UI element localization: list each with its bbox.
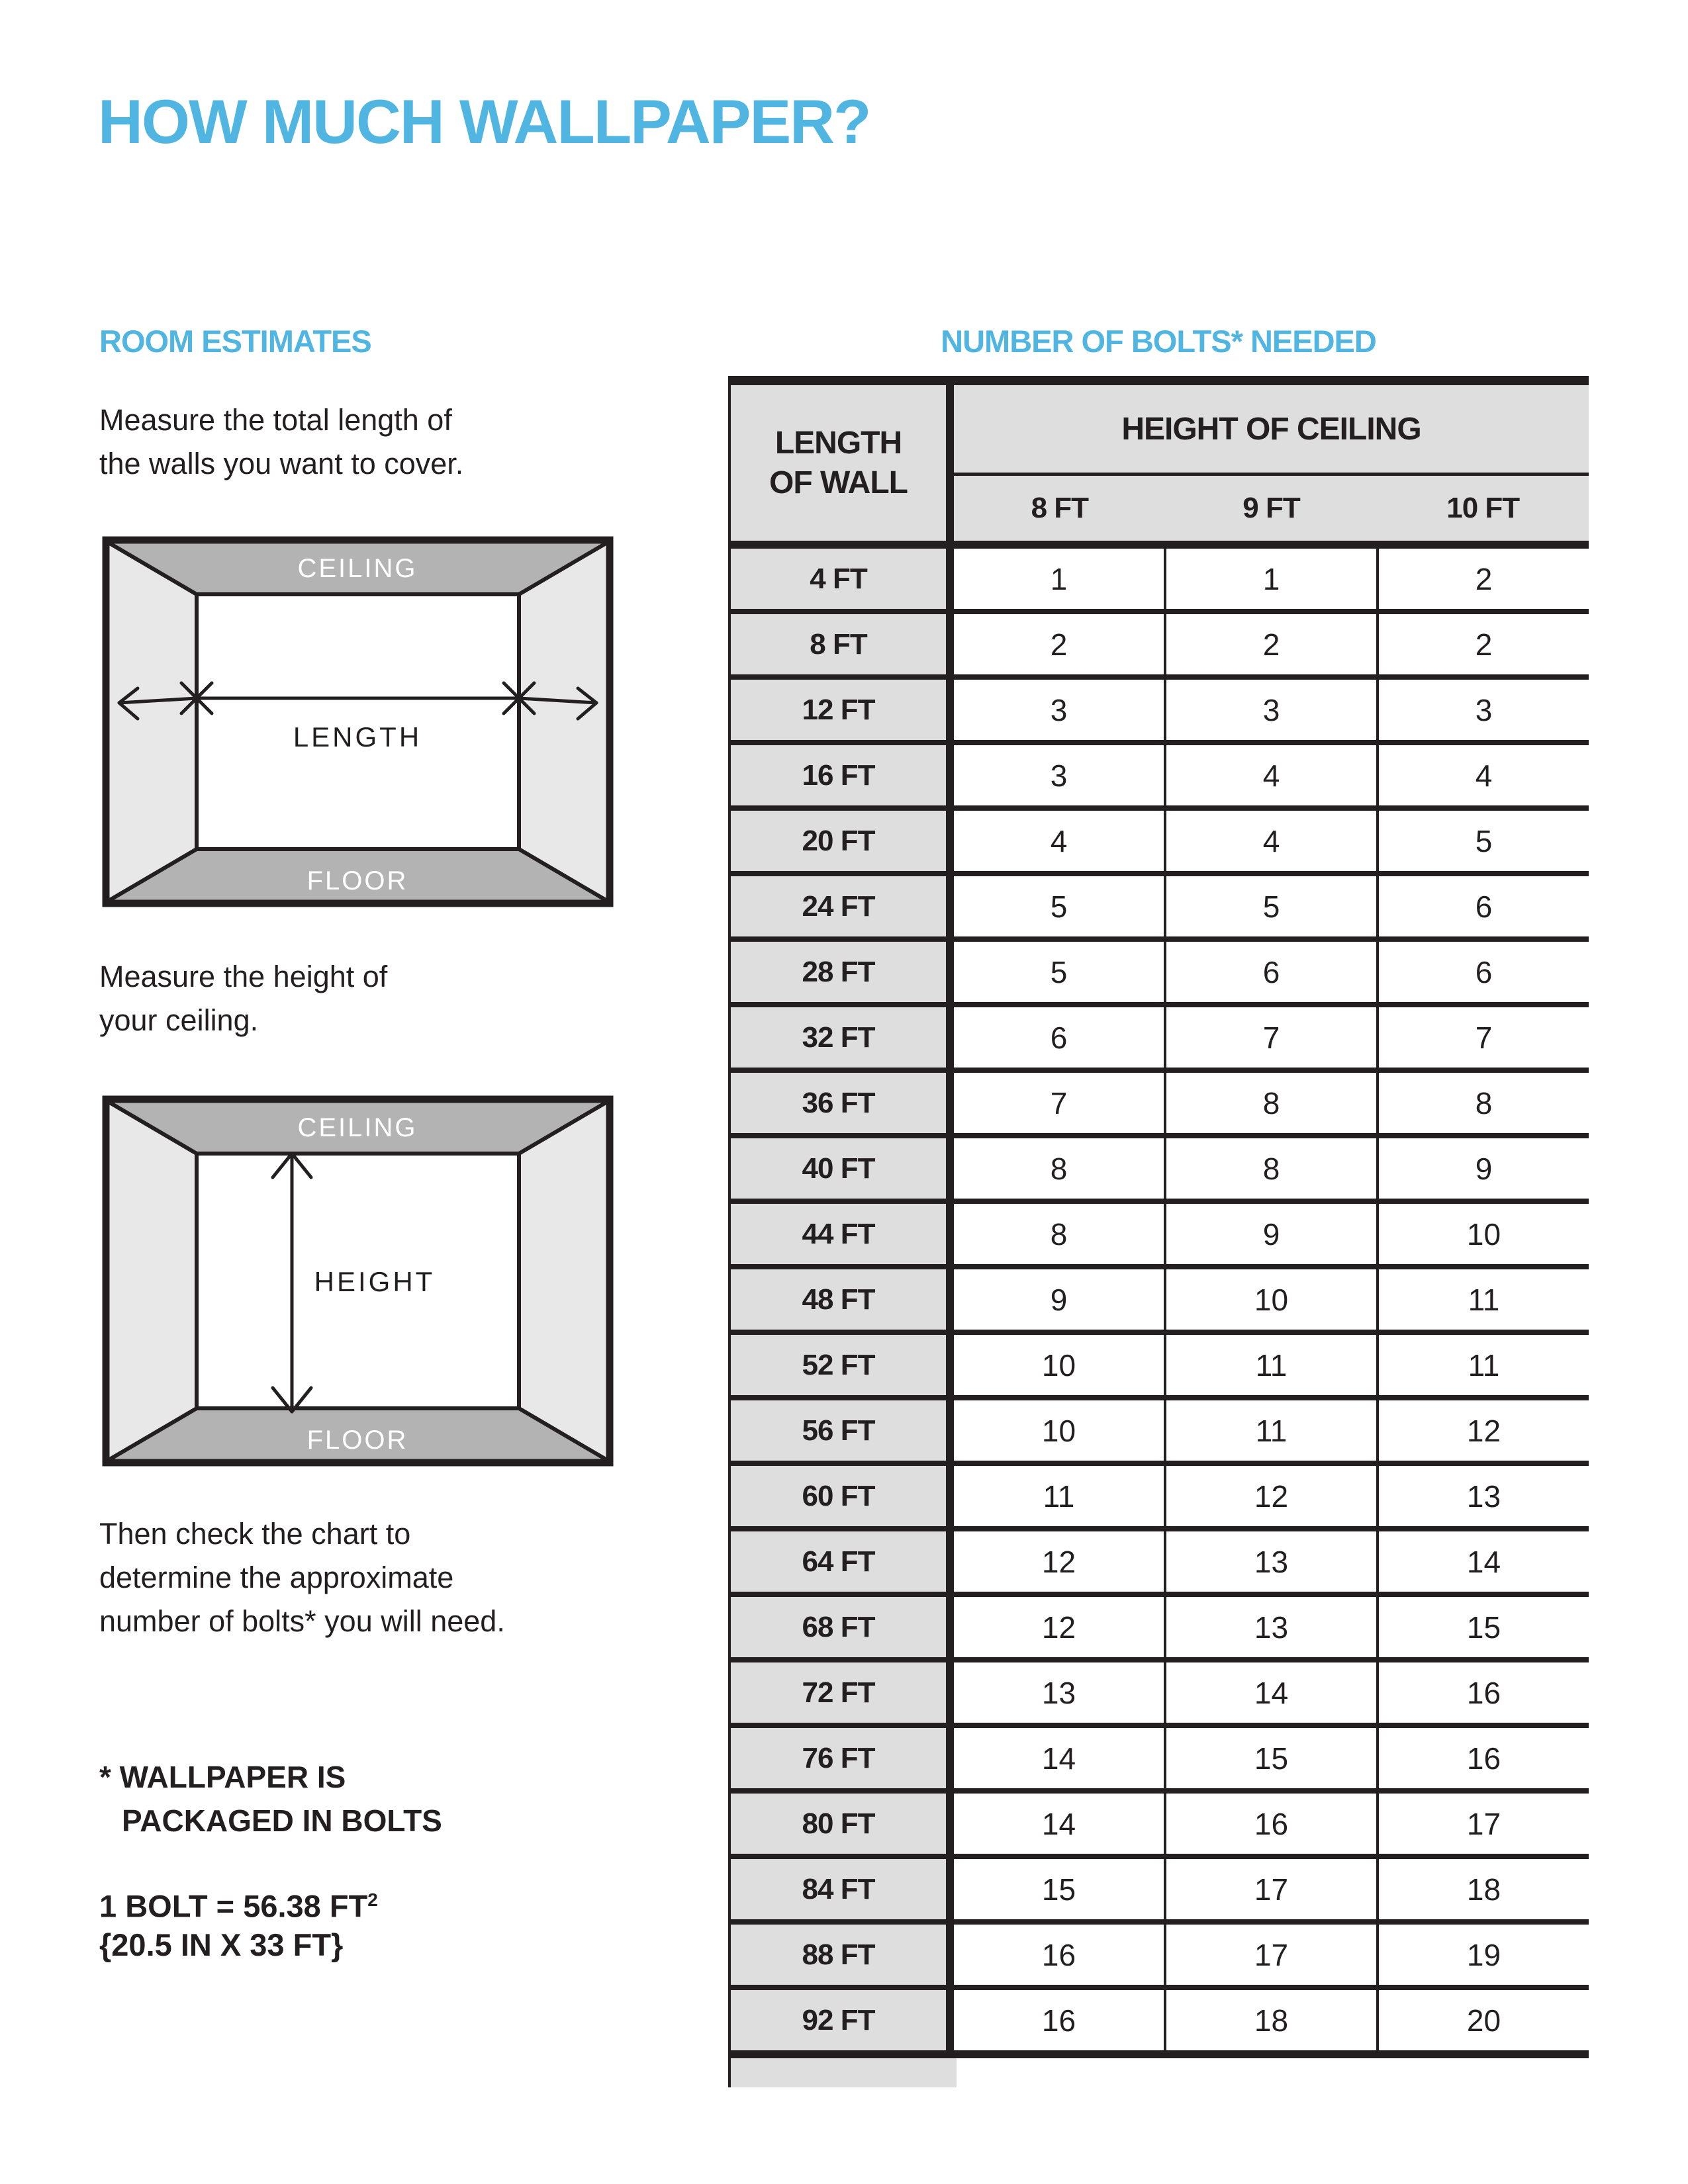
room-estimates-heading: ROOM ESTIMATES [99, 324, 371, 359]
table-row [731, 1990, 1589, 2058]
footnote-line1: * WALLPAPER IS [99, 1760, 346, 1794]
table-cell-value: 14 [1376, 1531, 1589, 1592]
bolt-equation-superscript: 2 [367, 1889, 378, 1910]
row-label: 12 FT [731, 680, 954, 740]
ceiling-label: CEILING [297, 554, 418, 583]
floor-label: FLOOR [306, 866, 408, 895]
row-label: 32 FT [731, 1007, 954, 1068]
row-label: 68 FT [731, 1597, 954, 1657]
column-header-8ft: 8 FT [1031, 492, 1089, 524]
table-cell-value: 2 [954, 614, 1164, 674]
bolts-table [728, 376, 1589, 2087]
table-row [731, 1335, 1589, 1400]
step2-line1: Measure the height of [99, 960, 388, 993]
table-cell-value: 12 [954, 1531, 1164, 1592]
table-cell-value: 12 [954, 1597, 1164, 1657]
table-row [731, 942, 1589, 1007]
table-top-border [731, 376, 1589, 385]
table-row [731, 1204, 1589, 1269]
left-wall [109, 1102, 197, 1460]
left-wall [109, 543, 197, 901]
table-row [731, 1466, 1589, 1531]
table-row [731, 1597, 1589, 1662]
table-row [731, 1531, 1589, 1597]
row-label: 4 FT [731, 549, 954, 609]
table-row [731, 549, 1589, 614]
table-cell-value: 17 [1164, 1925, 1376, 1985]
table-body [731, 549, 1589, 2058]
table-cell-value: 5 [1164, 876, 1376, 936]
table-cell-value: 8 [1376, 1073, 1589, 1133]
page-title: HOW MUCH WALLPAPER? [98, 87, 870, 156]
table-cell-value: 16 [1376, 1728, 1589, 1788]
column-group-header [954, 385, 1589, 541]
table-cell-value: 20 [1376, 1990, 1589, 2050]
step3-line2: determine the approximate [99, 1561, 454, 1594]
table-cell-value: 2 [1376, 614, 1589, 674]
table-cell-value: 3 [1376, 680, 1589, 740]
row-label: 40 FT [731, 1138, 954, 1199]
table-cell-value: 13 [1376, 1466, 1589, 1526]
table-row [731, 1662, 1589, 1728]
table-cell-value: 5 [954, 942, 1164, 1002]
table-cell-value: 11 [1376, 1335, 1589, 1395]
table-cell-value: 6 [1376, 942, 1589, 1002]
table-row [731, 1728, 1589, 1794]
step1-line1: Measure the total length of [99, 403, 452, 437]
table-header [731, 385, 1589, 549]
table-row [731, 1073, 1589, 1138]
column-headers-row [954, 476, 1589, 541]
table-row [731, 1138, 1589, 1204]
table-cell-value: 9 [954, 1269, 1164, 1330]
bolt-dimensions: {20.5 IN X 33 FT} [99, 1927, 344, 1962]
table-cell-value: 15 [954, 1859, 1164, 1919]
table-row [731, 1859, 1589, 1925]
room-length-diagram-icon [102, 536, 614, 907]
table-cell-value: 9 [1376, 1138, 1589, 1199]
room-height-diagram [102, 1095, 614, 1467]
step3-line3: number of bolts* you will need. [99, 1604, 505, 1638]
height-label: HEIGHT [314, 1266, 436, 1297]
table-cell-value: 11 [1164, 1335, 1376, 1395]
table-cell-value: 4 [1164, 745, 1376, 805]
room-height-diagram-icon [102, 1095, 614, 1467]
table-cell-value: 13 [954, 1662, 1164, 1723]
table-row [731, 680, 1589, 745]
step3-instructions [99, 1512, 505, 1643]
table-cell-value: 16 [954, 1990, 1164, 2050]
table-cell-value: 18 [1164, 1990, 1376, 2050]
table-cell-value: 14 [954, 1794, 1164, 1854]
row-header-cell [731, 385, 954, 541]
table-col1-stub [731, 2058, 957, 2087]
table-cell-value: 14 [954, 1728, 1164, 1788]
table-cell-value: 12 [1376, 1400, 1589, 1461]
step2-instructions [99, 955, 387, 1042]
table-cell-value: 11 [1164, 1400, 1376, 1461]
table-row [731, 1794, 1589, 1859]
row-label: 72 FT [731, 1662, 954, 1723]
table-cell-value: 13 [1164, 1531, 1376, 1592]
table-cell-value: 7 [1376, 1007, 1589, 1068]
row-label: 80 FT [731, 1794, 954, 1854]
table-cell-value: 5 [954, 876, 1164, 936]
right-wall [519, 543, 607, 901]
table-cell-value: 6 [1164, 942, 1376, 1002]
bolts-needed-heading: NUMBER OF BOLTS* NEEDED [941, 324, 1376, 359]
row-label: 92 FT [731, 1990, 954, 2050]
table-cell-value: 16 [1376, 1662, 1589, 1723]
row-label: 16 FT [731, 745, 954, 805]
table-cell-value: 3 [954, 680, 1164, 740]
table-cell-value: 7 [954, 1073, 1164, 1133]
row-label: 20 FT [731, 811, 954, 871]
table-cell-value: 6 [1376, 876, 1589, 936]
table-cell-value: 1 [954, 549, 1164, 609]
table-cell-value: 8 [954, 1138, 1164, 1199]
table-cell-value: 10 [1164, 1269, 1376, 1330]
table-cell-value: 10 [954, 1335, 1164, 1395]
table-cell-value: 19 [1376, 1925, 1589, 1985]
length-label: LENGTH [293, 721, 422, 752]
right-wall [519, 1102, 607, 1460]
table-cell-value: 16 [954, 1925, 1164, 1985]
table-cell-value: 17 [1376, 1794, 1589, 1854]
step1-instructions [99, 398, 463, 486]
table-row [731, 1400, 1589, 1466]
step2-line2: your ceiling. [99, 1003, 259, 1037]
step3-line1: Then check the chart to [99, 1517, 411, 1551]
table-cell-value: 5 [1376, 811, 1589, 871]
row-label: 28 FT [731, 942, 954, 1002]
column-header-9ft: 9 FT [1243, 492, 1300, 524]
table-cell-value: 11 [954, 1466, 1164, 1526]
row-label: 88 FT [731, 1925, 954, 1985]
table-row [731, 745, 1589, 811]
table-cell-value: 10 [1376, 1204, 1589, 1264]
table-cell-value: 13 [1164, 1597, 1376, 1657]
bolt-equation [99, 1878, 378, 1929]
row-header-line2: OF WALL [769, 465, 908, 500]
table-row [731, 811, 1589, 876]
row-label: 44 FT [731, 1204, 954, 1264]
table-cell-value: 4 [954, 811, 1164, 871]
table-cell-value: 9 [1164, 1204, 1376, 1264]
table-cell-value: 4 [1164, 811, 1376, 871]
bolt-equation-text: 1 BOLT = 56.38 FT [99, 1888, 368, 1924]
row-label: 60 FT [731, 1466, 954, 1526]
table-row [731, 876, 1589, 942]
table-cell-value: 7 [1164, 1007, 1376, 1068]
table-cell-value: 8 [954, 1204, 1164, 1264]
bolts-footnote [99, 1755, 442, 1843]
table-cell-value: 17 [1164, 1859, 1376, 1919]
table-cell-value: 15 [1164, 1728, 1376, 1788]
table-cell-value: 3 [954, 745, 1164, 805]
table-cell-value: 11 [1376, 1269, 1589, 1330]
table-cell-value: 4 [1376, 745, 1589, 805]
table-cell-value: 12 [1164, 1466, 1376, 1526]
table-cell-value: 8 [1164, 1073, 1376, 1133]
room-length-diagram [102, 536, 614, 907]
table-cell-value: 18 [1376, 1859, 1589, 1919]
ceiling-label: CEILING [297, 1113, 418, 1142]
height-of-ceiling-header: HEIGHT OF CEILING [954, 385, 1589, 476]
row-label: 36 FT [731, 1073, 954, 1133]
row-header-line1: LENGTH [774, 425, 902, 461]
table-cell-value: 10 [954, 1400, 1164, 1461]
table-cell-value: 1 [1164, 549, 1376, 609]
floor-label: FLOOR [306, 1426, 408, 1455]
table-cell-value: 15 [1376, 1597, 1589, 1657]
table-row [731, 614, 1589, 680]
footnote-line2: PACKAGED IN BOLTS [122, 1803, 442, 1838]
table-row [731, 1269, 1589, 1335]
table-cell-value: 8 [1164, 1138, 1376, 1199]
table-cell-value: 3 [1164, 680, 1376, 740]
column-header-10ft: 10 FT [1446, 492, 1520, 524]
row-label: 8 FT [731, 614, 954, 674]
row-label: 48 FT [731, 1269, 954, 1330]
row-label: 76 FT [731, 1728, 954, 1788]
row-label: 52 FT [731, 1335, 954, 1395]
table-cell-value: 6 [954, 1007, 1164, 1068]
row-label: 56 FT [731, 1400, 954, 1461]
table-row [731, 1007, 1589, 1073]
row-label: 84 FT [731, 1859, 954, 1919]
step1-line2: the walls you want to cover. [99, 447, 464, 480]
table-cell-value: 16 [1164, 1794, 1376, 1854]
table-cell-value: 2 [1376, 549, 1589, 609]
row-label: 64 FT [731, 1531, 954, 1592]
table-cell-value: 2 [1164, 614, 1376, 674]
table-row [731, 1925, 1589, 1990]
row-label: 24 FT [731, 876, 954, 936]
table-cell-value: 14 [1164, 1662, 1376, 1723]
